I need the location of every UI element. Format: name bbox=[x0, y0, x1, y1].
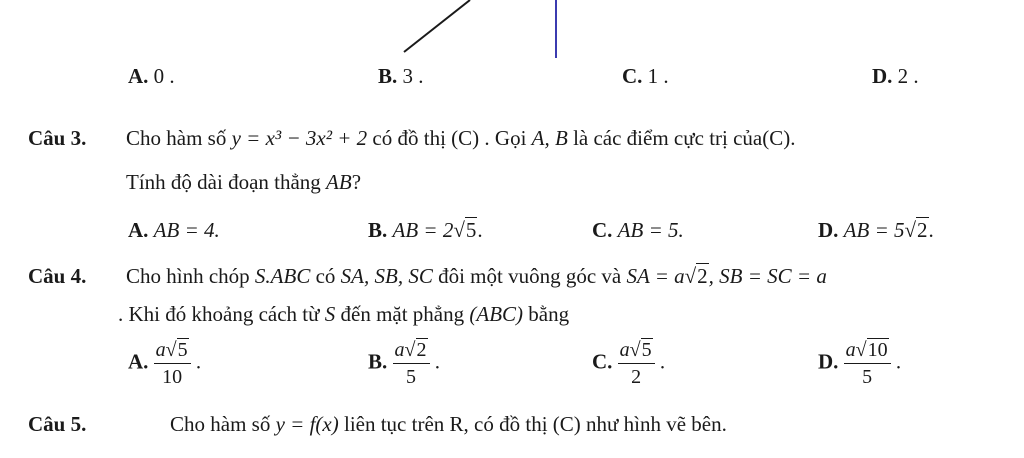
choice-value: 3 . bbox=[402, 64, 424, 88]
choice-value: AB = 2 bbox=[392, 218, 454, 242]
choice-value: . bbox=[895, 349, 902, 374]
vertex-label: S bbox=[324, 302, 336, 326]
fraction-denominator: 2 bbox=[631, 366, 642, 388]
fraction-numerator: a bbox=[155, 339, 166, 361]
stem-text: Cho hàm số bbox=[170, 412, 271, 436]
q3-choice-d[interactable] bbox=[818, 218, 934, 243]
choice-label: C. bbox=[592, 218, 613, 242]
top-choice-b[interactable] bbox=[378, 64, 424, 89]
radicand: 2 bbox=[416, 339, 427, 361]
figure-fragment bbox=[0, 0, 1024, 60]
choice-value: . bbox=[434, 349, 440, 374]
fraction-denominator: 5 bbox=[862, 366, 873, 388]
stem-text: đến mặt phẳng bbox=[340, 302, 465, 326]
radicand: 5 bbox=[641, 339, 652, 361]
question-stem-line1 bbox=[170, 412, 727, 437]
stem-text: . Khi đó khoảng cách từ bbox=[118, 302, 320, 326]
choice-value: . bbox=[928, 218, 934, 242]
choice-value: 0 . bbox=[153, 64, 175, 88]
choice-label: D. bbox=[872, 64, 893, 88]
choice-label: C. bbox=[622, 64, 643, 88]
stem-text: ? bbox=[351, 170, 362, 194]
choice-value: AB = 5. bbox=[617, 218, 684, 242]
q4-choice-c[interactable] bbox=[592, 340, 665, 387]
choice-value: AB = 4. bbox=[153, 218, 220, 242]
choice-label: D. bbox=[818, 349, 839, 374]
q4-choice-d[interactable] bbox=[818, 340, 901, 387]
fraction: $\frac{a√5}{10}$ bbox=[154, 340, 191, 387]
q3-choice-b[interactable] bbox=[368, 218, 483, 243]
plane-label: (ABC) bbox=[469, 302, 524, 326]
choice-label: A. bbox=[128, 349, 149, 374]
question-stem-line2 bbox=[126, 170, 361, 195]
fraction: $\frac{a√2}{5}$ bbox=[393, 340, 430, 387]
question-stem-line1 bbox=[126, 126, 796, 151]
fraction-denominator: 5 bbox=[406, 366, 416, 388]
function-expression: y = x³ − 3x² + 2 bbox=[231, 126, 368, 150]
radicand: 5 bbox=[465, 218, 477, 242]
choice-value: 2 . bbox=[897, 64, 919, 88]
stem-text: bằng bbox=[528, 302, 570, 326]
radicand: 5 bbox=[177, 339, 188, 361]
choice-label: B. bbox=[368, 218, 388, 242]
stem-text: Cho hàm số bbox=[126, 126, 227, 150]
question-stem-line1 bbox=[126, 264, 827, 289]
choice-label: B. bbox=[378, 64, 398, 88]
top-choice-a[interactable] bbox=[128, 64, 175, 89]
question-number: Câu 3. bbox=[28, 126, 87, 150]
fraction-numerator: a bbox=[845, 339, 856, 361]
q3-choice-a[interactable] bbox=[128, 218, 220, 243]
choice-label: A. bbox=[128, 218, 149, 242]
fraction-denominator: 10 bbox=[162, 366, 183, 388]
sqrt-sign: √ bbox=[904, 218, 917, 242]
choice-label: A. bbox=[128, 64, 149, 88]
question-stem-line2 bbox=[118, 302, 569, 327]
choice-value: . bbox=[659, 349, 666, 374]
choice-label: C. bbox=[592, 349, 613, 374]
q3-choice-c[interactable] bbox=[592, 218, 684, 243]
top-choice-d[interactable] bbox=[872, 64, 919, 89]
stem-text: có bbox=[315, 264, 336, 288]
radicand: 2 bbox=[697, 264, 708, 288]
choice-value: . bbox=[477, 218, 483, 242]
top-choice-c[interactable] bbox=[622, 64, 669, 89]
question-number: Câu 5. bbox=[28, 412, 87, 436]
fraction: $\frac{a√10}{5}$ bbox=[844, 340, 891, 387]
stem-text: liên tục trên R, có đồ thị (C) như hình vẽ bên. bbox=[343, 412, 727, 436]
condition-expression: , SB = SC = a bbox=[708, 264, 827, 288]
radicand: 2 bbox=[917, 218, 928, 242]
function-expression: y = f(x) bbox=[275, 412, 339, 436]
stem-text: có đồ thị (C) . Gọi bbox=[372, 126, 527, 150]
stem-text: Tính độ dài đoạn thẳng bbox=[126, 170, 321, 194]
choice-value: . bbox=[195, 349, 202, 374]
stem-text: là các điểm cực trị của(C). bbox=[573, 126, 796, 150]
points-label: A, B bbox=[531, 126, 568, 150]
q4-choice-a[interactable] bbox=[128, 340, 201, 387]
stem-text: đôi một vuông góc và bbox=[438, 264, 622, 288]
choice-value: 1 . bbox=[647, 64, 669, 88]
sqrt-sign: √ bbox=[453, 218, 465, 242]
fraction-numerator: a bbox=[394, 339, 405, 361]
segment-label: AB bbox=[326, 170, 352, 194]
fraction-numerator: a bbox=[619, 339, 630, 361]
condition-expression: SA = a bbox=[626, 264, 685, 288]
fraction: $\frac{a√5}{2}$ bbox=[618, 340, 655, 387]
sqrt-sign: √ bbox=[684, 264, 697, 288]
stem-text: Cho hình chóp bbox=[126, 264, 250, 288]
choice-label: D. bbox=[818, 218, 839, 242]
choice-value: AB = 5 bbox=[843, 218, 905, 242]
graph-curve-segment bbox=[404, 0, 470, 52]
edges-label: SA, SB, SC bbox=[340, 264, 433, 288]
q4-choice-b[interactable] bbox=[368, 340, 440, 387]
pyramid-label: S.ABC bbox=[254, 264, 311, 288]
radicand: 10 bbox=[867, 339, 888, 361]
choice-label: B. bbox=[368, 349, 388, 374]
question-number: Câu 4. bbox=[28, 264, 87, 288]
